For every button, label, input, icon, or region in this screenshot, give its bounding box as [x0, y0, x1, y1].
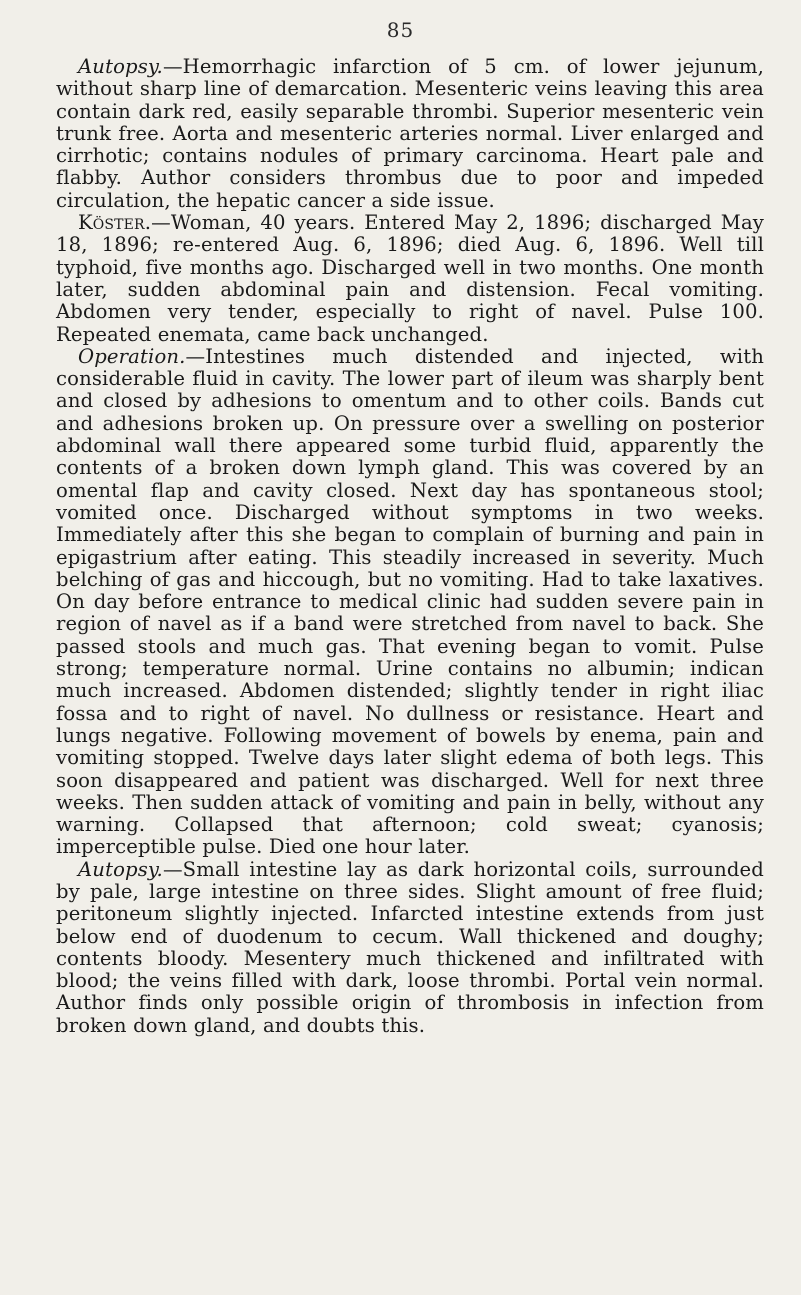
paragraph-autopsy-2	[56, 859, 764, 1037]
page-number: 85	[386, 18, 415, 42]
paragraph-text: —Hemorrhagic infarction of 5 cm. of lower jejunum, without sharp line of demarcation. Mesenteric veins leaving this area contain dark red, easily separable thrombi. Superior mesenteric vein trunk free. Aorta and mesenteric arteries normal. Liver enlarged and cirrhotic; contains nodules of primary carcinoma. Heart pale and flabby. Author considers thrombus due to poor and impeded circulation, the hepatic cancer a side issue.	[56, 55, 764, 212]
body-text	[56, 56, 764, 1037]
paragraph-koster-case	[56, 212, 764, 346]
paragraph-autopsy-1	[56, 56, 764, 212]
paragraph-text: —Intestines much distended and injected, with considerable fluid in cavity. The lower part of ileum was sharply bent and closed by adhesions to omentum and to other coils. Bands cut and adhesions broken up. On pressure over a swelling on posterior abdominal wall there appeared some turbid fluid, apparently the contents of a broken down lymph gland. This was covered by an omental flap and cavity closed. Next day has spontaneous stool; vomited once. Discharged without symptoms in two weeks. Immediately after this she began to complain of burning and pain in epigastrium after eating. This steadily increased in severity. Much belching of gas and hiccough, but no vomiting. Had to take laxatives. On day before entrance to medical clinic had sudden severe pain in region of navel as if a band were stretched from navel to back. She passed stools and much gas. That evening began to vomit. Pulse strong; temperature normal. Urine contains no albumin; indican much increased. Abdomen distended; slightly tender in right iliac fossa and to right of navel. No dullness or resistance. Heart and lungs negative. Following movement of bowels by enema, pain and vomiting stopped. Twelve days later slight edema of both legs. This soon disappeared and patient was discharged. Well for next three weeks. Then sudden attack of vomiting and pain in belly, without any warning. Collapsed that afternoon; cold sweat; cyanosis; imperceptible pulse. Died one hour later.	[56, 344, 764, 859]
paragraph-lead-autopsy: Autopsy.	[78, 857, 163, 881]
paragraph-lead-autopsy: Autopsy.	[78, 55, 163, 78]
paragraph-lead-case-name: Köster.	[78, 211, 152, 235]
paragraph-lead-operation: Operation.	[78, 344, 186, 368]
paragraph-operation	[56, 346, 764, 859]
paragraph-text: —Small intestine lay as dark horizontal coils, surrounded by pale, large intestine on three sides. Slight amount of free fluid; peritoneum slightly injected. Infarcted intestine extends from just below end of duodenum to cecum. Wall thickened and doughy; contents bloody. Mesentery much thickened and infiltrated with blood; the veins filled with dark, loose thrombi. Portal vein normal. Author finds only possible origin of thrombosis in infection from broken down gland, and doubts this.	[56, 857, 764, 1037]
paragraph-text: —Woman, 40 years. Entered May 2, 1896; discharged May 18, 1896; re-entered Aug. 6, 1896; died Aug. 6, 1896. Well till typhoid, five months ago. Discharged well in two months. One month later, sudden abdominal pain and distension. Fecal vomiting. Abdomen very tender, especially to right of navel. Pulse 100. Repeated enemata, came back unchanged.	[56, 211, 764, 346]
